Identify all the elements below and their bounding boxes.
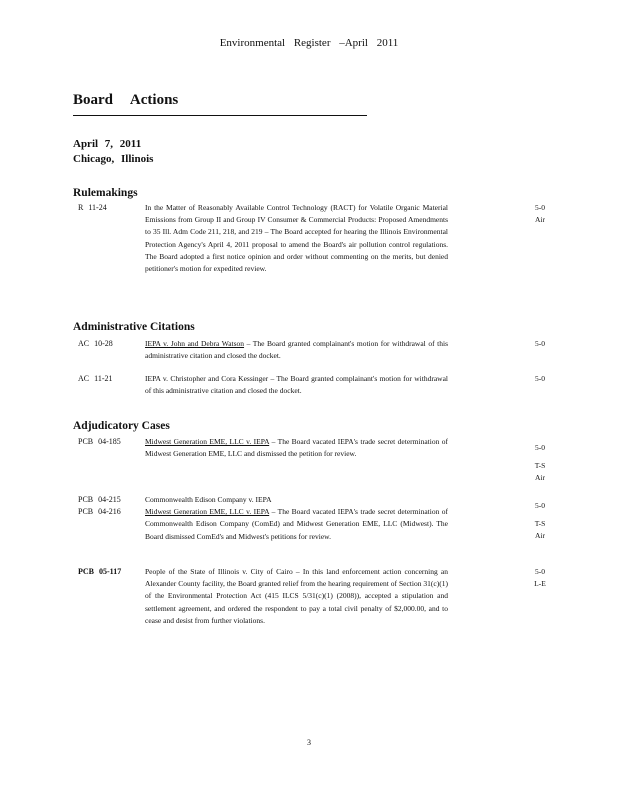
docket-number: PCB 05-117 <box>78 567 122 576</box>
category-rulemakings: Rulemakings <box>73 187 138 199</box>
case-vote: 5-0 <box>535 443 545 452</box>
case-description <box>145 338 448 362</box>
case-text: – The Board granted complainant's motion for withdrawal of this administrative citation and closed the docket. <box>145 339 448 361</box>
case-vote: 5-0 <box>535 501 545 510</box>
page-header: Environmental Register –April 2011 <box>219 37 399 49</box>
case-description <box>145 494 448 543</box>
case-vote: 5-0 <box>535 203 545 212</box>
docket-number: AC 10-28 <box>78 339 113 348</box>
category-adjudicatory-cases: Adjudicatory Cases <box>73 420 170 432</box>
case-name: IEPA v. John and Debra Watson <box>145 339 245 348</box>
case-media: L-E <box>534 579 546 588</box>
docket-number: R 11-24 <box>78 203 107 212</box>
meeting-place: Chicago, Illinois <box>73 153 154 165</box>
case-description: People of the State of Illinois v. City of Cairo – In this land enforcement action concerning an Alexander County facility, the Board granted relief from the hearing requirement of Section 31(c)(1) of the Environmental Protection Act (415 ILCS 5/31(c)(1) (2008)), accepted a stipulation and settlement agreement, and ordered the respondent to pay a total civil penalty of $2,000.00, and to cease and desist from further violations. <box>145 567 448 625</box>
case-description: IEPA v. Christopher and Cora Kessinger – The Board granted complainant's motion for withdrawal of this administrative citation and closed the docket. <box>145 374 448 396</box>
case-description: In the Matter of Reasonably Available Control Technology (RACT) for Volatile Organic Material Emissions from Group II and Group IV Consumer & Commercial Products: Proposed Amendments to 35 Ill. Adm Code 211, 218, and 219 – The Board accepted for hearing the Illinois Environmental Protection Agency's April 4, 2011 proposal to amend the Board's air pollution control regulations. The Board adopted a first notice opinion and order without commenting on the merits, but denied petitioner's motion for expedited review. <box>145 203 448 274</box>
case-description <box>145 436 448 460</box>
case-vote: 5-0 <box>535 374 545 383</box>
case-text: – The Board vacated IEPA's trade secret determination of Commonwealth Edison Company (ComEd) and Midwest Generation EME, LLC (Midwest). The Board dismissed ComEd's and Midwest's petitions for review. <box>145 507 448 541</box>
meeting-date: April 7, 2011 <box>73 138 142 150</box>
case-media: Air <box>535 531 545 540</box>
case-vote: 5-0 <box>535 339 545 348</box>
docket-number: PCB 04-185 <box>78 437 121 446</box>
case-media: Air <box>535 473 545 482</box>
case-name: Midwest Generation EME, LLC v. IEPA <box>145 437 270 446</box>
case-vote: 5-0 <box>535 567 545 576</box>
category-administrative-citations: Administrative Citations <box>73 321 195 333</box>
case-media: Air <box>535 215 545 224</box>
case-text: – The Board vacated IEPA's trade secret determination of Midwest Generation EME, LLC and dismissed the petition for review. <box>145 437 448 459</box>
docket-number: PCB 04-215 <box>78 495 121 504</box>
docket-number: PCB 04-216 <box>78 507 121 516</box>
case-name: Midwest Generation EME, LLC v. IEPA <box>145 507 270 517</box>
section-title: Board Actions <box>73 92 179 108</box>
case-media: T-S <box>534 519 546 528</box>
page-number: 3 <box>307 738 311 747</box>
title-underline <box>73 115 367 116</box>
case-media: T-S <box>534 461 546 470</box>
docket-number: AC 11-21 <box>78 374 113 383</box>
case-title-line: Commonwealth Edison Company v. IEPA <box>145 495 272 504</box>
